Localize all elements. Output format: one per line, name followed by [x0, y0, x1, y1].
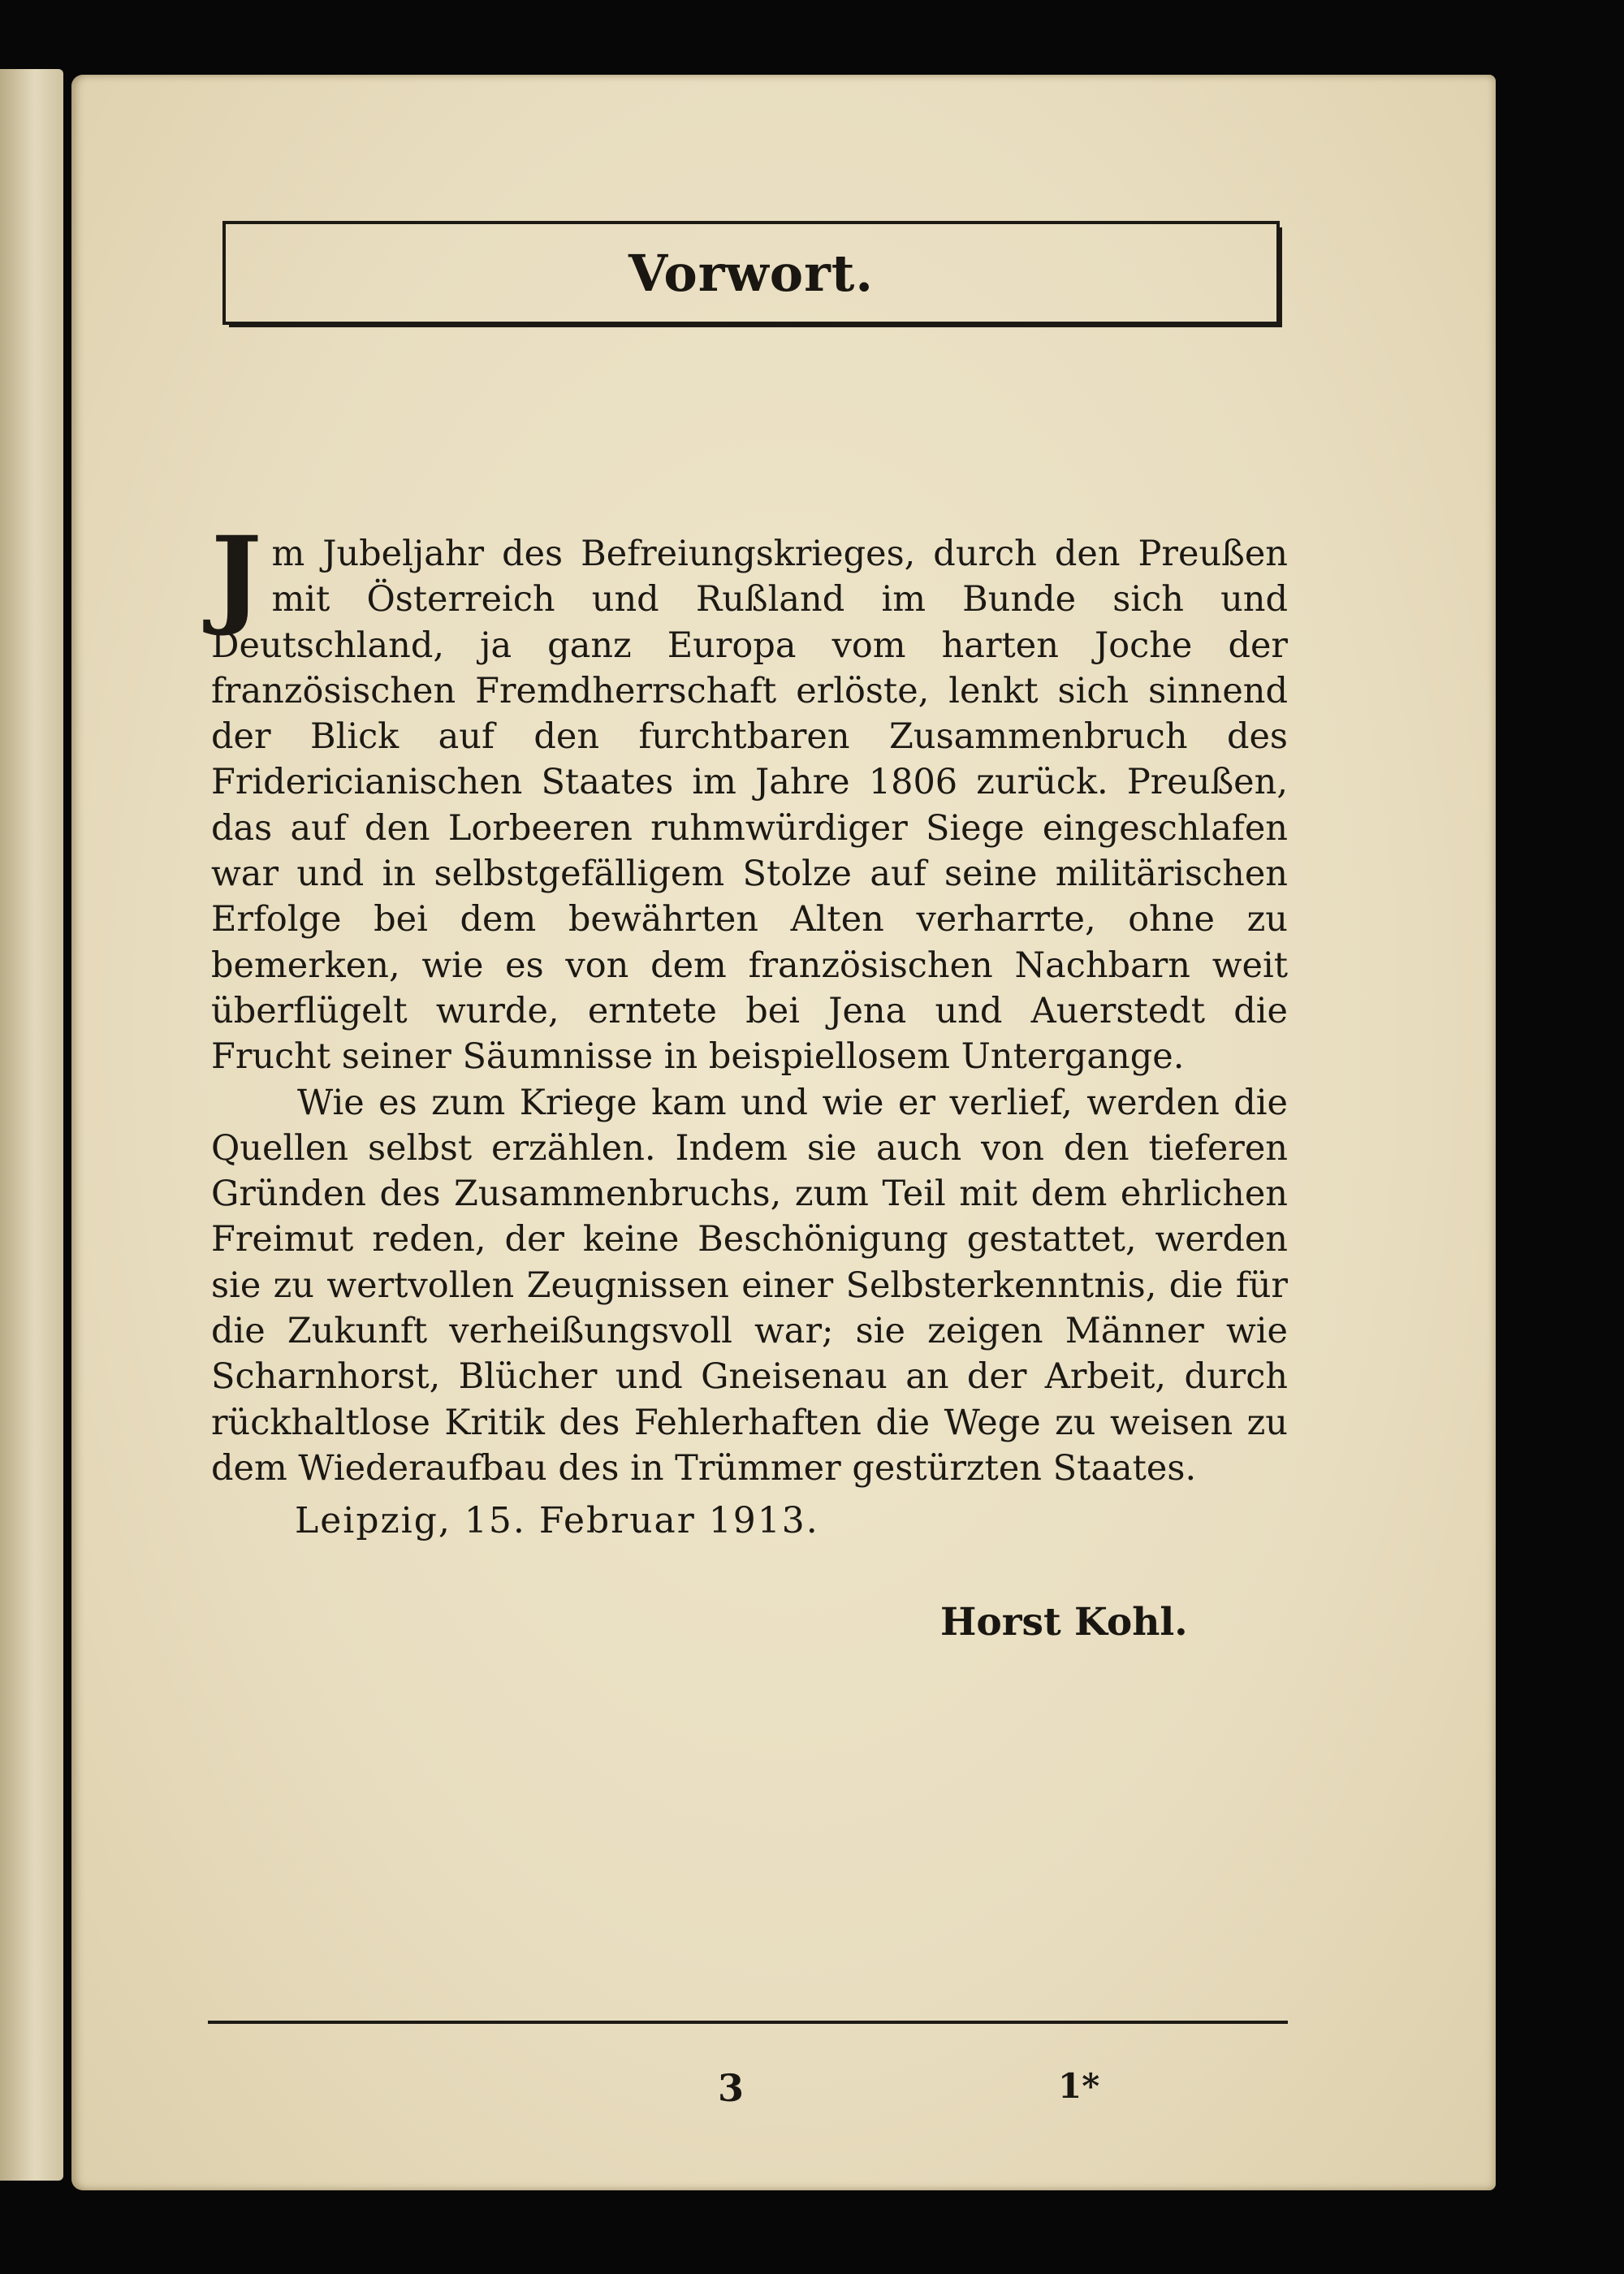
page-title: Vorwort.	[628, 243, 875, 303]
author-name: Horst Kohl.	[940, 1600, 1188, 1645]
book-page	[71, 75, 1496, 2190]
paragraph-1	[211, 513, 1288, 1080]
preface-body	[211, 513, 1288, 1491]
place-date: Leipzig, 15. Februar 1913.	[295, 1500, 819, 1541]
previous-page-edge	[0, 69, 63, 2181]
footer-rule	[208, 2021, 1288, 2024]
page-number: 3	[718, 2066, 745, 2110]
paragraph-1-text: m Jubeljahr des Befreiungskrieges, durch den Preußen mit Österreich und Rußland im Bunde sich und Deutschland, ja ganz Europa vom harten Joche der französischen Fremdherrschaft erlöste, lenkt sich sinnend der Blick auf den furchtbaren Zusammenbruch des Fridericianischen Staates im Jahre 1806 zurück. Preußen, das auf den Lorbeeren ruhmwürdiger Siege eingeschlafen war und in selbstgefälligem Stolze auf seine militärischen Erfolge bei dem bewährten Alten verharrte, ohne zu bemerken, wie es von dem französischen Nachbarn weit überflügelt wurde, erntete bei Jena und Auerstedt die Frucht seiner Säumnisse in beispiellosem Untergange.	[211, 534, 1288, 1078]
heading-frame	[222, 221, 1280, 325]
paragraph-2: Wie es zum Kriege kam und wie er verlief, werden die Quellen selbst erzählen. Indem sie auch von den tieferen Gründen des Zusammenbruchs, zum Teil mit dem ehrlichen Freimut reden, der keine Beschönigung gestattet, werden sie zu wertvollen Zeugnissen einer Selbsterkenntnis, die für die Zukunft verheißungsvoll war; sie zeigen Männer wie Scharnhorst, Blücher und Gneisenau an der Arbeit, durch rückhaltlose Kritik des Fehlerhaften die Wege zu weisen zu dem Wiederaufbau des in Trümmer gestürzten Staates.	[211, 1082, 1288, 1489]
signature-mark: 1*	[1058, 2066, 1100, 2106]
drop-cap: J	[211, 513, 262, 639]
